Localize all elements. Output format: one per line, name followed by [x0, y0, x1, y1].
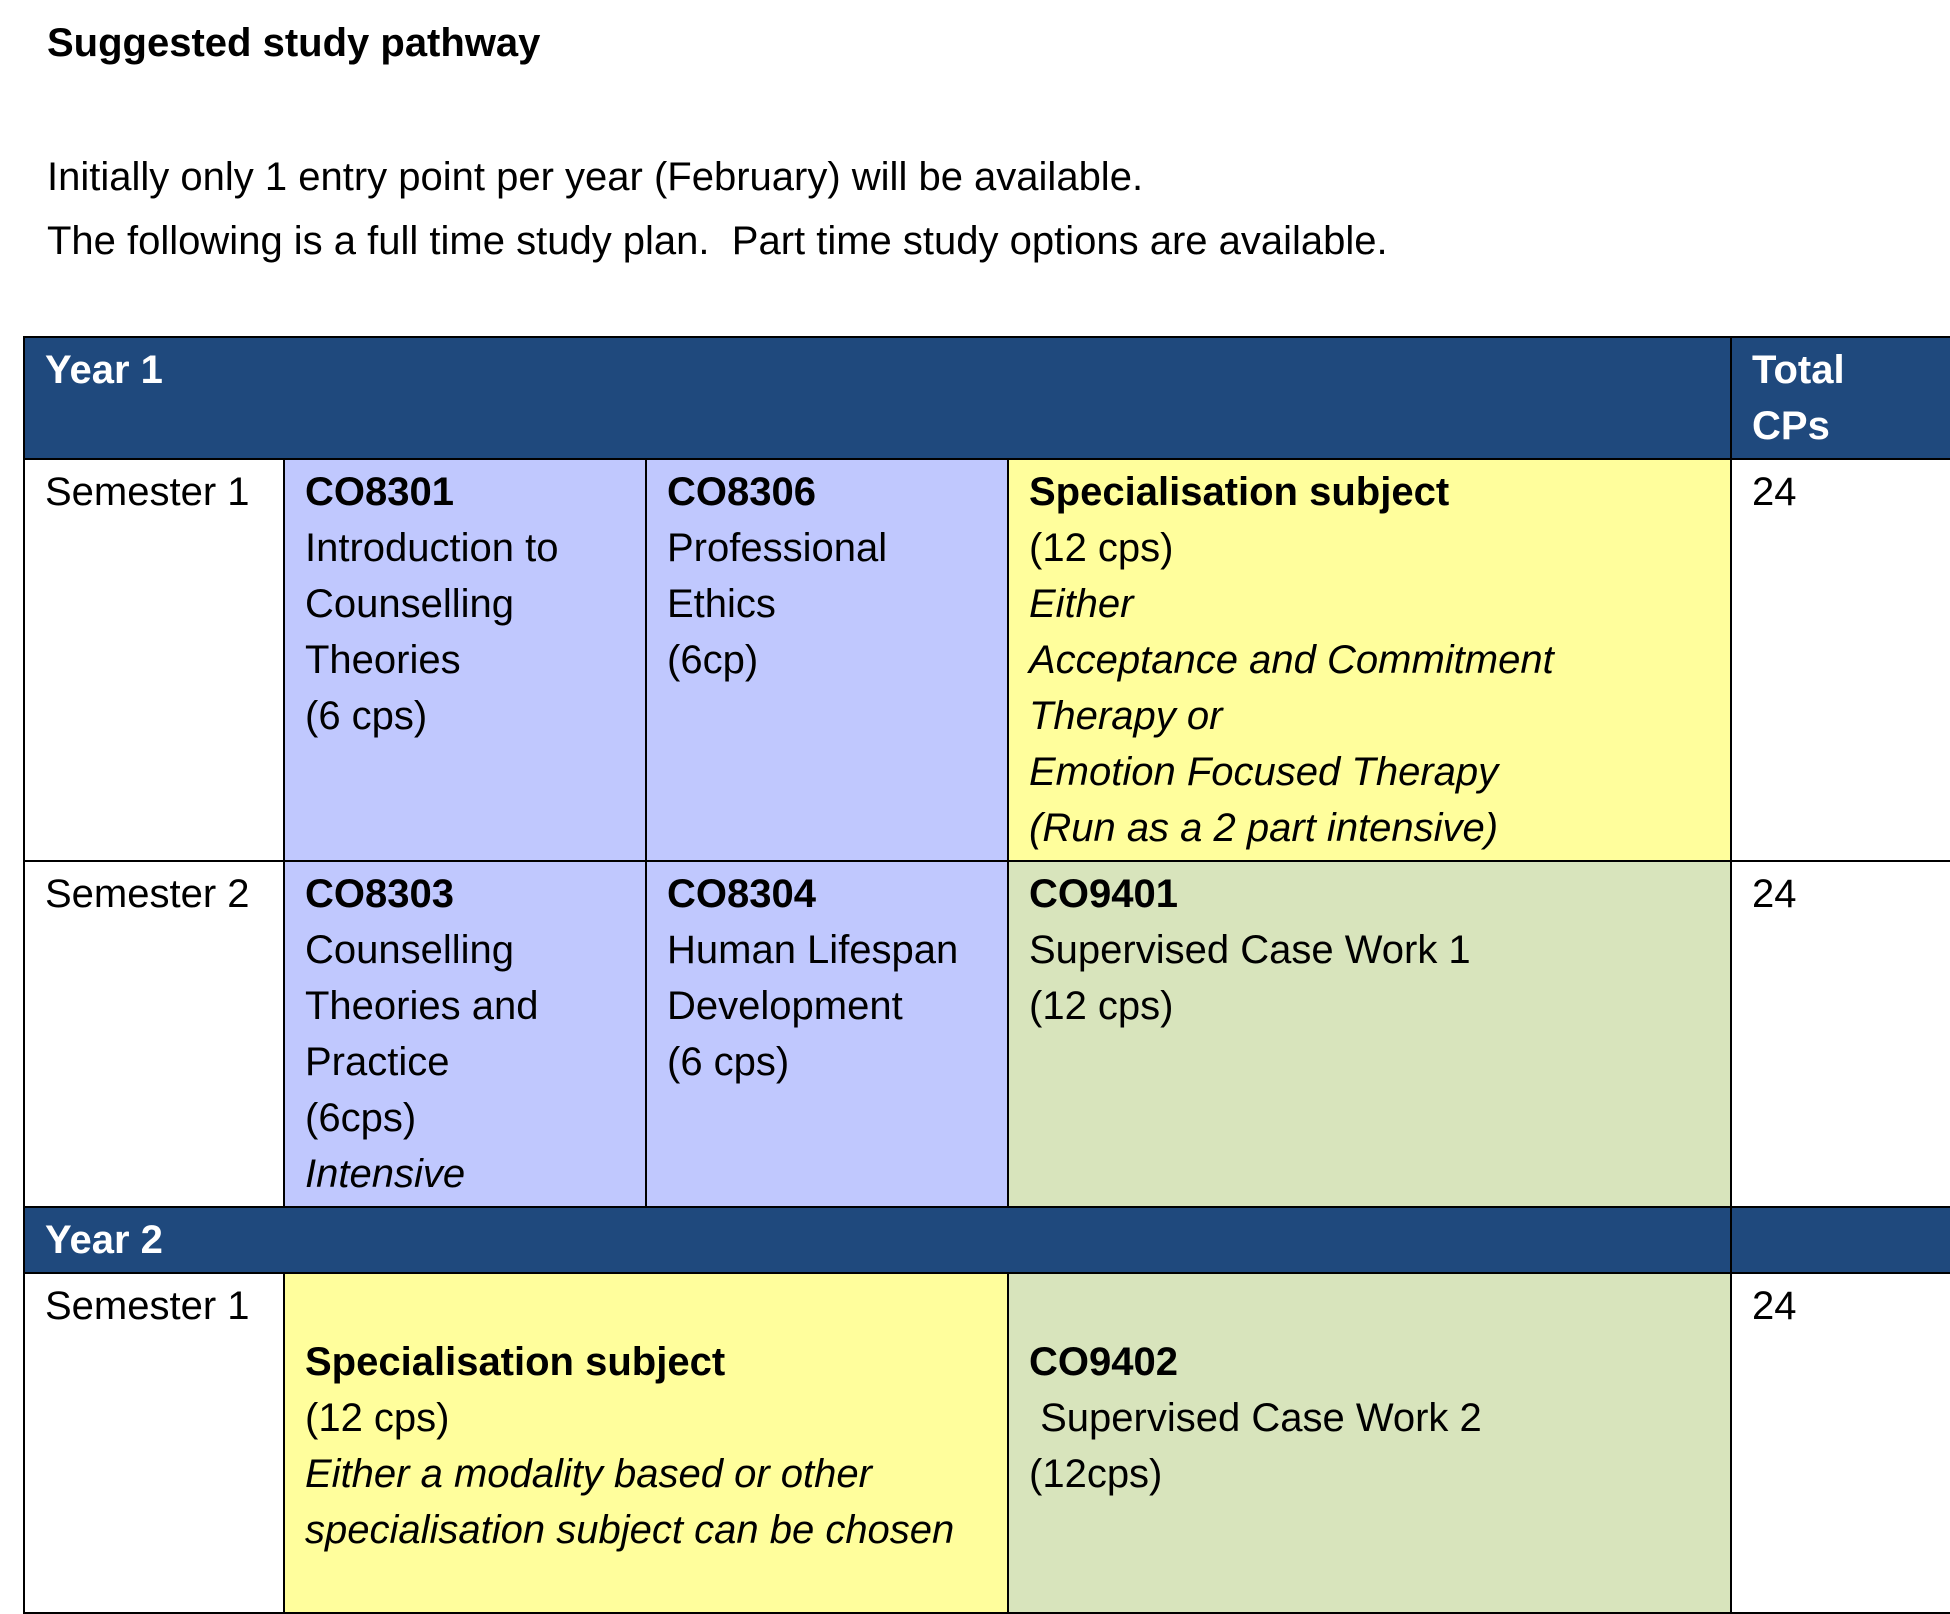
subject-credit-points: (12 cps): [1029, 526, 1174, 570]
subject-credit-points: (12cps): [1029, 1452, 1163, 1496]
subject-note-line: Acceptance and Commitment: [1029, 638, 1554, 682]
subject-code: CO8306: [667, 470, 816, 514]
subject-title-line: Development: [667, 984, 903, 1028]
subject-title-line: Supervised Case Work 1: [1029, 928, 1471, 972]
subject-note-line: Therapy or: [1029, 694, 1223, 738]
cell-spacer: [305, 1278, 987, 1334]
total-cps-header: Total CPs: [1731, 337, 1950, 459]
subject-title-line: Professional: [667, 526, 888, 570]
subject-title-line: Theories and: [305, 984, 539, 1028]
subject-code: CO8304: [667, 872, 816, 916]
subject-credit-points: (6 cps): [667, 1040, 790, 1084]
subject-title-line: Introduction to: [305, 526, 559, 570]
subject-code: CO8303: [305, 872, 454, 916]
study-pathway-table: [23, 336, 1950, 1614]
subject-title-line: Counselling: [305, 928, 515, 972]
subject-title-line: Practice: [305, 1040, 450, 1084]
year-2-header-row: [24, 1207, 1950, 1273]
semester-label: Semester 1: [24, 1273, 284, 1613]
subject-note-line: Intensive: [305, 1152, 466, 1196]
subject-credit-points: (6cps): [305, 1096, 417, 1140]
subject-code: Specialisation subject: [1029, 470, 1450, 514]
intro-line-study-plan: The following is a full time study plan. Part time study options are available.: [47, 219, 1388, 263]
semester-total-cps: 24: [1731, 459, 1950, 861]
subject-credit-points: (12 cps): [1029, 984, 1174, 1028]
intro-text: [47, 145, 1388, 273]
subject-credit-points: (6 cps): [305, 694, 428, 738]
semester-total-cps: 24: [1731, 1273, 1950, 1613]
subject-cell-specialisation: [1008, 459, 1731, 861]
intro-line-entry-point: Initially only 1 entry point per year (February) will be available.: [47, 155, 1144, 199]
year-2-semester-1-row: [24, 1273, 1950, 1613]
subject-title-line: Ethics: [667, 582, 776, 626]
semester-label: Semester 2: [24, 861, 284, 1207]
subject-code: Specialisation subject: [305, 1340, 726, 1384]
subject-credit-points: (6cp): [667, 638, 759, 682]
year-1-semester-1-row: [24, 459, 1950, 861]
year-2-total-header-empty: [1731, 1207, 1950, 1273]
subject-cell-co9401: [1008, 861, 1731, 1207]
year-1-label: Year 1: [24, 337, 1731, 459]
subject-title-line: Theories: [305, 638, 461, 682]
subject-note-line: specialisation subject can be chosen: [305, 1508, 955, 1552]
semester-label: Semester 1: [24, 459, 284, 861]
subject-cell-co8301: [284, 459, 646, 861]
page-title: Suggested study pathway: [47, 21, 541, 65]
semester-total-cps: 24: [1731, 861, 1950, 1207]
subject-title-line: Human Lifespan: [667, 928, 959, 972]
subject-code: CO9402: [1029, 1340, 1178, 1384]
subject-cell-co8304: [646, 861, 1008, 1207]
subject-cell-co8306: [646, 459, 1008, 861]
subject-title-line: Counselling: [305, 582, 515, 626]
year-2-label: Year 2: [24, 1207, 1731, 1273]
subject-code: CO9401: [1029, 872, 1178, 916]
subject-credit-points: (12 cps): [305, 1396, 450, 1440]
subject-note-line: Either a modality based or other: [305, 1452, 872, 1496]
subject-note-line: Emotion Focused Therapy: [1029, 750, 1499, 794]
cell-spacer: [1029, 1278, 1710, 1334]
subject-cell-co9402: [1008, 1273, 1731, 1613]
subject-note-line: (Run as a 2 part intensive): [1029, 806, 1499, 850]
subject-title-line: Supervised Case Work 2: [1029, 1396, 1482, 1440]
subject-cell-co8303: [284, 861, 646, 1207]
year-1-semester-2-row: [24, 861, 1950, 1207]
subject-code: CO8301: [305, 470, 454, 514]
subject-note-line: Either: [1029, 582, 1134, 626]
subject-cell-specialisation: [284, 1273, 1008, 1613]
year-1-header-row: [24, 337, 1950, 459]
